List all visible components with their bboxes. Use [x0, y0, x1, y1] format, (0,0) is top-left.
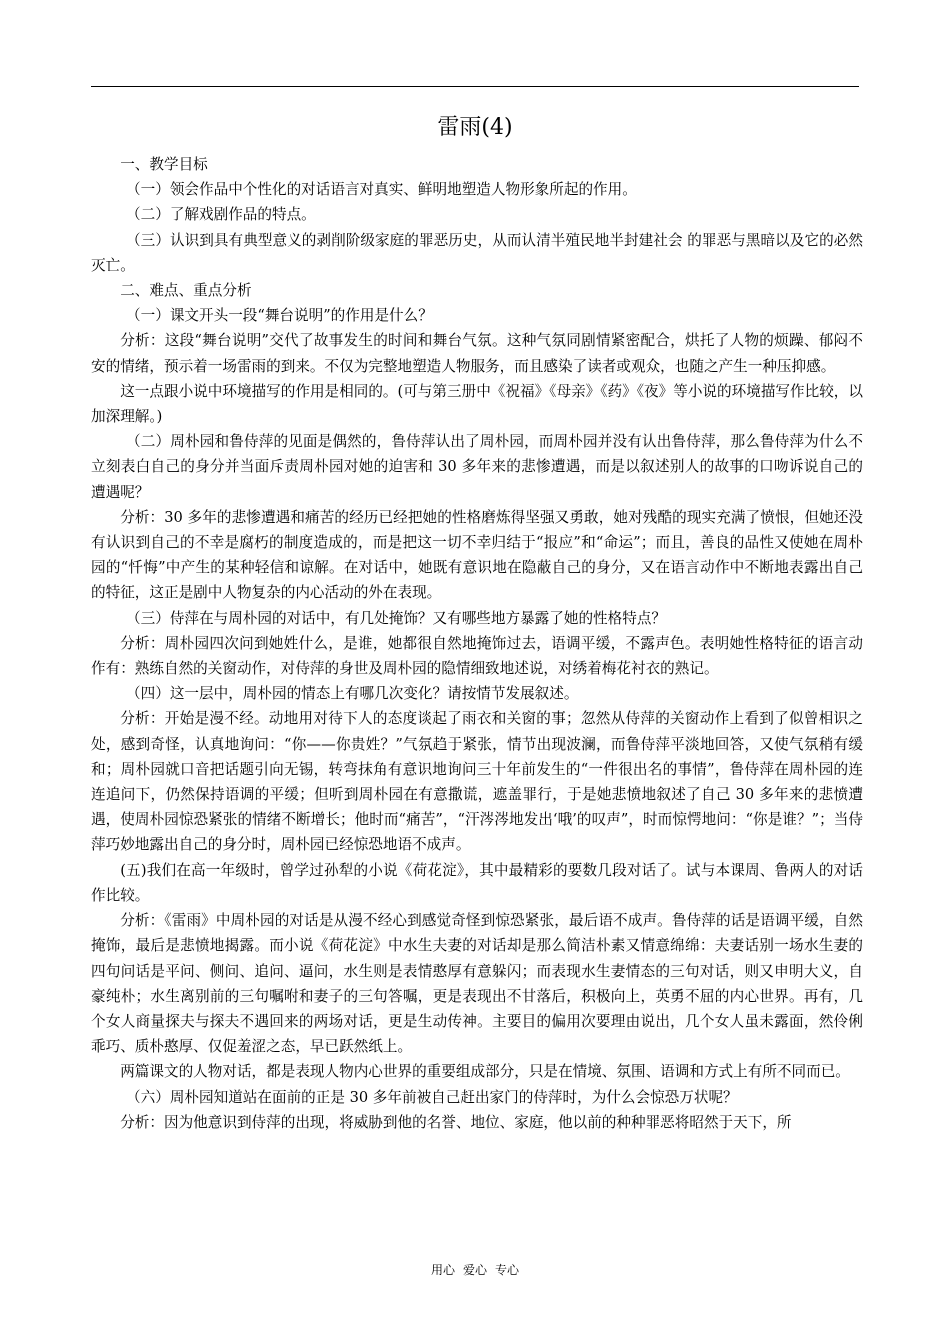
- section-heading: 二、难点、重点分析: [120, 282, 252, 300]
- section-heading: 一、教学目标: [120, 156, 208, 173]
- analysis-paragraph: 分析：周朴园四次问到她姓什么，是谁，她都很自然地掩饰过去，语调平缓，不露声色。表明她性格特征的语言动作有：熟练自然的关窗动作，对侍萍的身世及周朴园的隐情细致地述说，对绣着梅花衬衣的熟记。: [91, 634, 863, 678]
- question-paragraph: （六）周朴园知道站在面前的正是 30 多年前被自己赶出家门的侍萍时，为什么会惊恐万状呢？: [126, 1088, 738, 1106]
- header-rule: [91, 86, 859, 87]
- footer-text: 专心: [495, 1263, 520, 1277]
- page-footer: [0, 1262, 950, 1278]
- footer-text: 用心: [430, 1263, 455, 1277]
- question-paragraph: （一）课文开头一段“舞台说明”的作用是什么？: [126, 307, 433, 325]
- objective-item: （二）了解戏剧作品的特点。: [126, 206, 316, 224]
- objective-item: （三）认识到具有典型意义的剥削阶级家庭的罪恶历史，从而认清半殖民地半封建社会 的罪恶与黑暗以及它的必然灭亡。: [91, 231, 863, 274]
- analysis-paragraph: 分析：30 多年的悲惨遭遇和痛苦的经历已经把她的性格磨炼得坚强又勇敢，她对残酷的现实充满了愤恨，但她还没有认识到自己的不幸是腐朽的制度造成的，而是把这一切不幸归结于“报应”和“命运”；而且，善良的品性又使她在周朴园的“忏悔”中产生的某种轻信和谅解。在对话中，她既有意识地在隐蔽自己的身分，又在语言动作中不断地表露出自己的特征，这正是剧中人物复杂的内心活动的外在表现。: [91, 508, 863, 602]
- question-paragraph: （四）这一层中，周朴园的情态上有哪几次变化？请按情节发展叙述。: [126, 685, 579, 703]
- analysis-paragraph: 分析：《雷雨》中周朴园的对话是从漫不经心到感觉奇怪到惊恐紧张，最后语不成声。鲁侍萍的话是语调平缓，自然掩饰，最后是悲愤地揭露。而小说《荷花淀》中水生夫妻的对话却是那么简洁朴素又情意绵绵：夫妻话别一场水生妻的四句问话是平问、侧问、追问、逼问，水生则是表情憨厚有意躲闪；而表现水生妻情态的三句对话，则又申明大义，自豪纯朴；水生离别前的三句嘱咐和妻子的三句答嘱，更是表现出不甘落后，积极向上，英勇不屈的内心世界。再有，几个女人商量探夫与探夫不遇回来的两场对话，更是生动传神。主要目的偏用次要理由说出，几个女人虽未露面，然伶俐乖巧、质朴憨厚、仅促羞涩之态，早已跃然纸上。: [91, 912, 863, 1056]
- objective-item: （一）领会作品中个性化的对话语言对真实、鲜明地塑造人物形象所起的作用。: [126, 181, 637, 199]
- footer-text: 爱心: [462, 1263, 487, 1277]
- analysis-paragraph: 这一点跟小说中环境描写的作用是相同的。(可与第三册中《祝福》《母亲》《药》《夜》等小说的环境描写作比较，以加深理解。): [91, 382, 863, 426]
- analysis-paragraph: 分析：因为他意识到侍萍的出现，将威胁到他的名誉、地位、家庭，他以前的种种罪恶将昭然于天下，所: [120, 1113, 792, 1131]
- analysis-paragraph: 分析：这段“舞台说明”交代了故事发生的时间和舞台气氛。这种气氛同剧情紧密配合，烘托了人物的烦躁、郁闷不安的情绪，预示着一场雷雨的到来。不仅为完整地塑造人物服务，而且感染了读者或观众，也随之产生一种压抑感。: [91, 332, 863, 375]
- question-paragraph: （三）侍萍在与周朴园的对话中，有几处掩饰？又有哪些地方暴露了她的性格特点？: [126, 609, 667, 627]
- question-paragraph: (五)我们在高一年级时，曾学过孙犁的小说《荷花淀》，其中最精彩的要数几段对话了。试与本课周、鲁两人的对话作比较。: [91, 861, 863, 904]
- analysis-paragraph: 分析：开始是漫不经。动地用对待下人的态度谈起了雨衣和关窗的事；忽然从侍萍的关窗动作上看到了似曾相识之处，感到奇怪，认真地询问：“你——你贵姓？”气氛趋于紧张，情节出现波澜，而鲁侍萍平淡地回答，又使气氛稍有缓和；周朴园就口音把话题引向无锡，转弯抹角有意识地询问三十年前发生的“一件很出名的事情”，鲁侍萍在周朴园的连连追问下，仍然保持语调的平缓；但听到周朴园在有意撒谎，遮盖罪行，于是她悲愤地叙述了自己 30 多年来的悲愤遭遇，使周朴园惊恐紧张的情绪不断增长；他时而“痛苦”，“汗涔涔地发出‘哦’的叹声”，时而惊愕地问：“你是谁？”；当侍萍巧妙地露出自己的身分时，周朴园已经惊恐地语不成声。: [91, 710, 863, 854]
- document-body: [91, 152, 863, 1135]
- question-paragraph: （二）周朴园和鲁侍萍的见面是偶然的，鲁侍萍认出了周朴园，而周朴园并没有认出鲁侍萍，那么鲁侍萍为什么不立刻表白自己的身分并当面斥责周朴园对她的迫害和 30 多年来的悲惨遭遇，而是以叙述别人的故事的口吻诉说自己的遭遇呢？: [91, 433, 863, 501]
- document-title: 雷雨(4): [437, 115, 513, 140]
- analysis-paragraph: 两篇课文的人物对话，都是表现人物内心世界的重要组成部分，只是在情境、氛围、语调和方式上有所不同而已。: [120, 1063, 850, 1081]
